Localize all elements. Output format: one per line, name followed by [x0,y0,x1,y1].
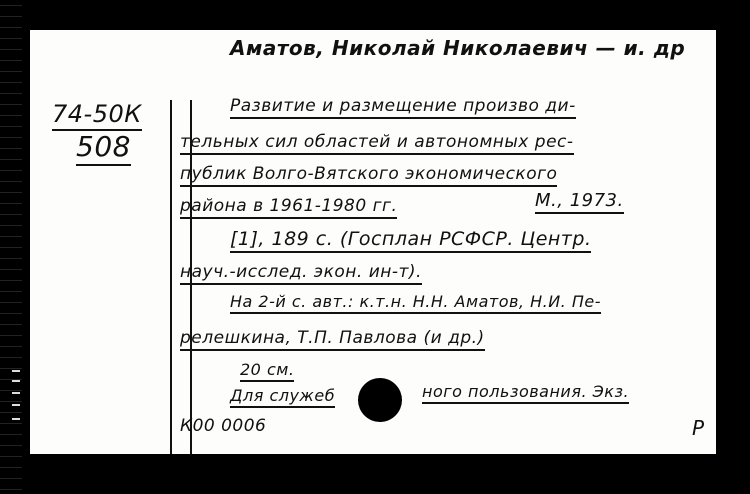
title-line-4: района в 1961-1980 гг. [180,196,397,219]
access-note-right: ного пользования. Экз. [422,382,629,404]
note-line-1: На 2-й с. авт.: к.т.н. Н.Н. Аматов, Н.И. Пе- [230,292,601,314]
size-line: 20 см. [240,360,294,382]
series-line: науч.-исслед. экон. ин-т). [180,262,422,285]
call-number-bottom: 508 [76,130,131,166]
punch-hole [358,378,402,422]
access-note-left: Для служеб [230,386,335,408]
cataloger-mark: Р [692,416,705,440]
call-number-top: 74-50К [52,100,142,131]
title-line-2: тельных сил областей и автономных рес- [180,132,574,155]
title-line-1: Развитие и размещение произво ди- [230,96,576,119]
note-line-2: релешкина, Т.П. Павлова (и др.) [180,328,485,351]
place-year: М., 1973. [535,190,624,214]
pagination-line: [1], 189 с. (Госплан РСФСР. Центр. [230,228,591,253]
catalog-card [30,30,716,454]
author-heading: Аматов, Николай Николаевич — и. др [230,36,686,60]
scanner-edge [0,0,22,494]
inventory-number: К00 0006 [180,416,267,436]
margin-rule-left [170,100,172,454]
title-line-3: публик Волго-Вятского экономического [180,164,557,187]
